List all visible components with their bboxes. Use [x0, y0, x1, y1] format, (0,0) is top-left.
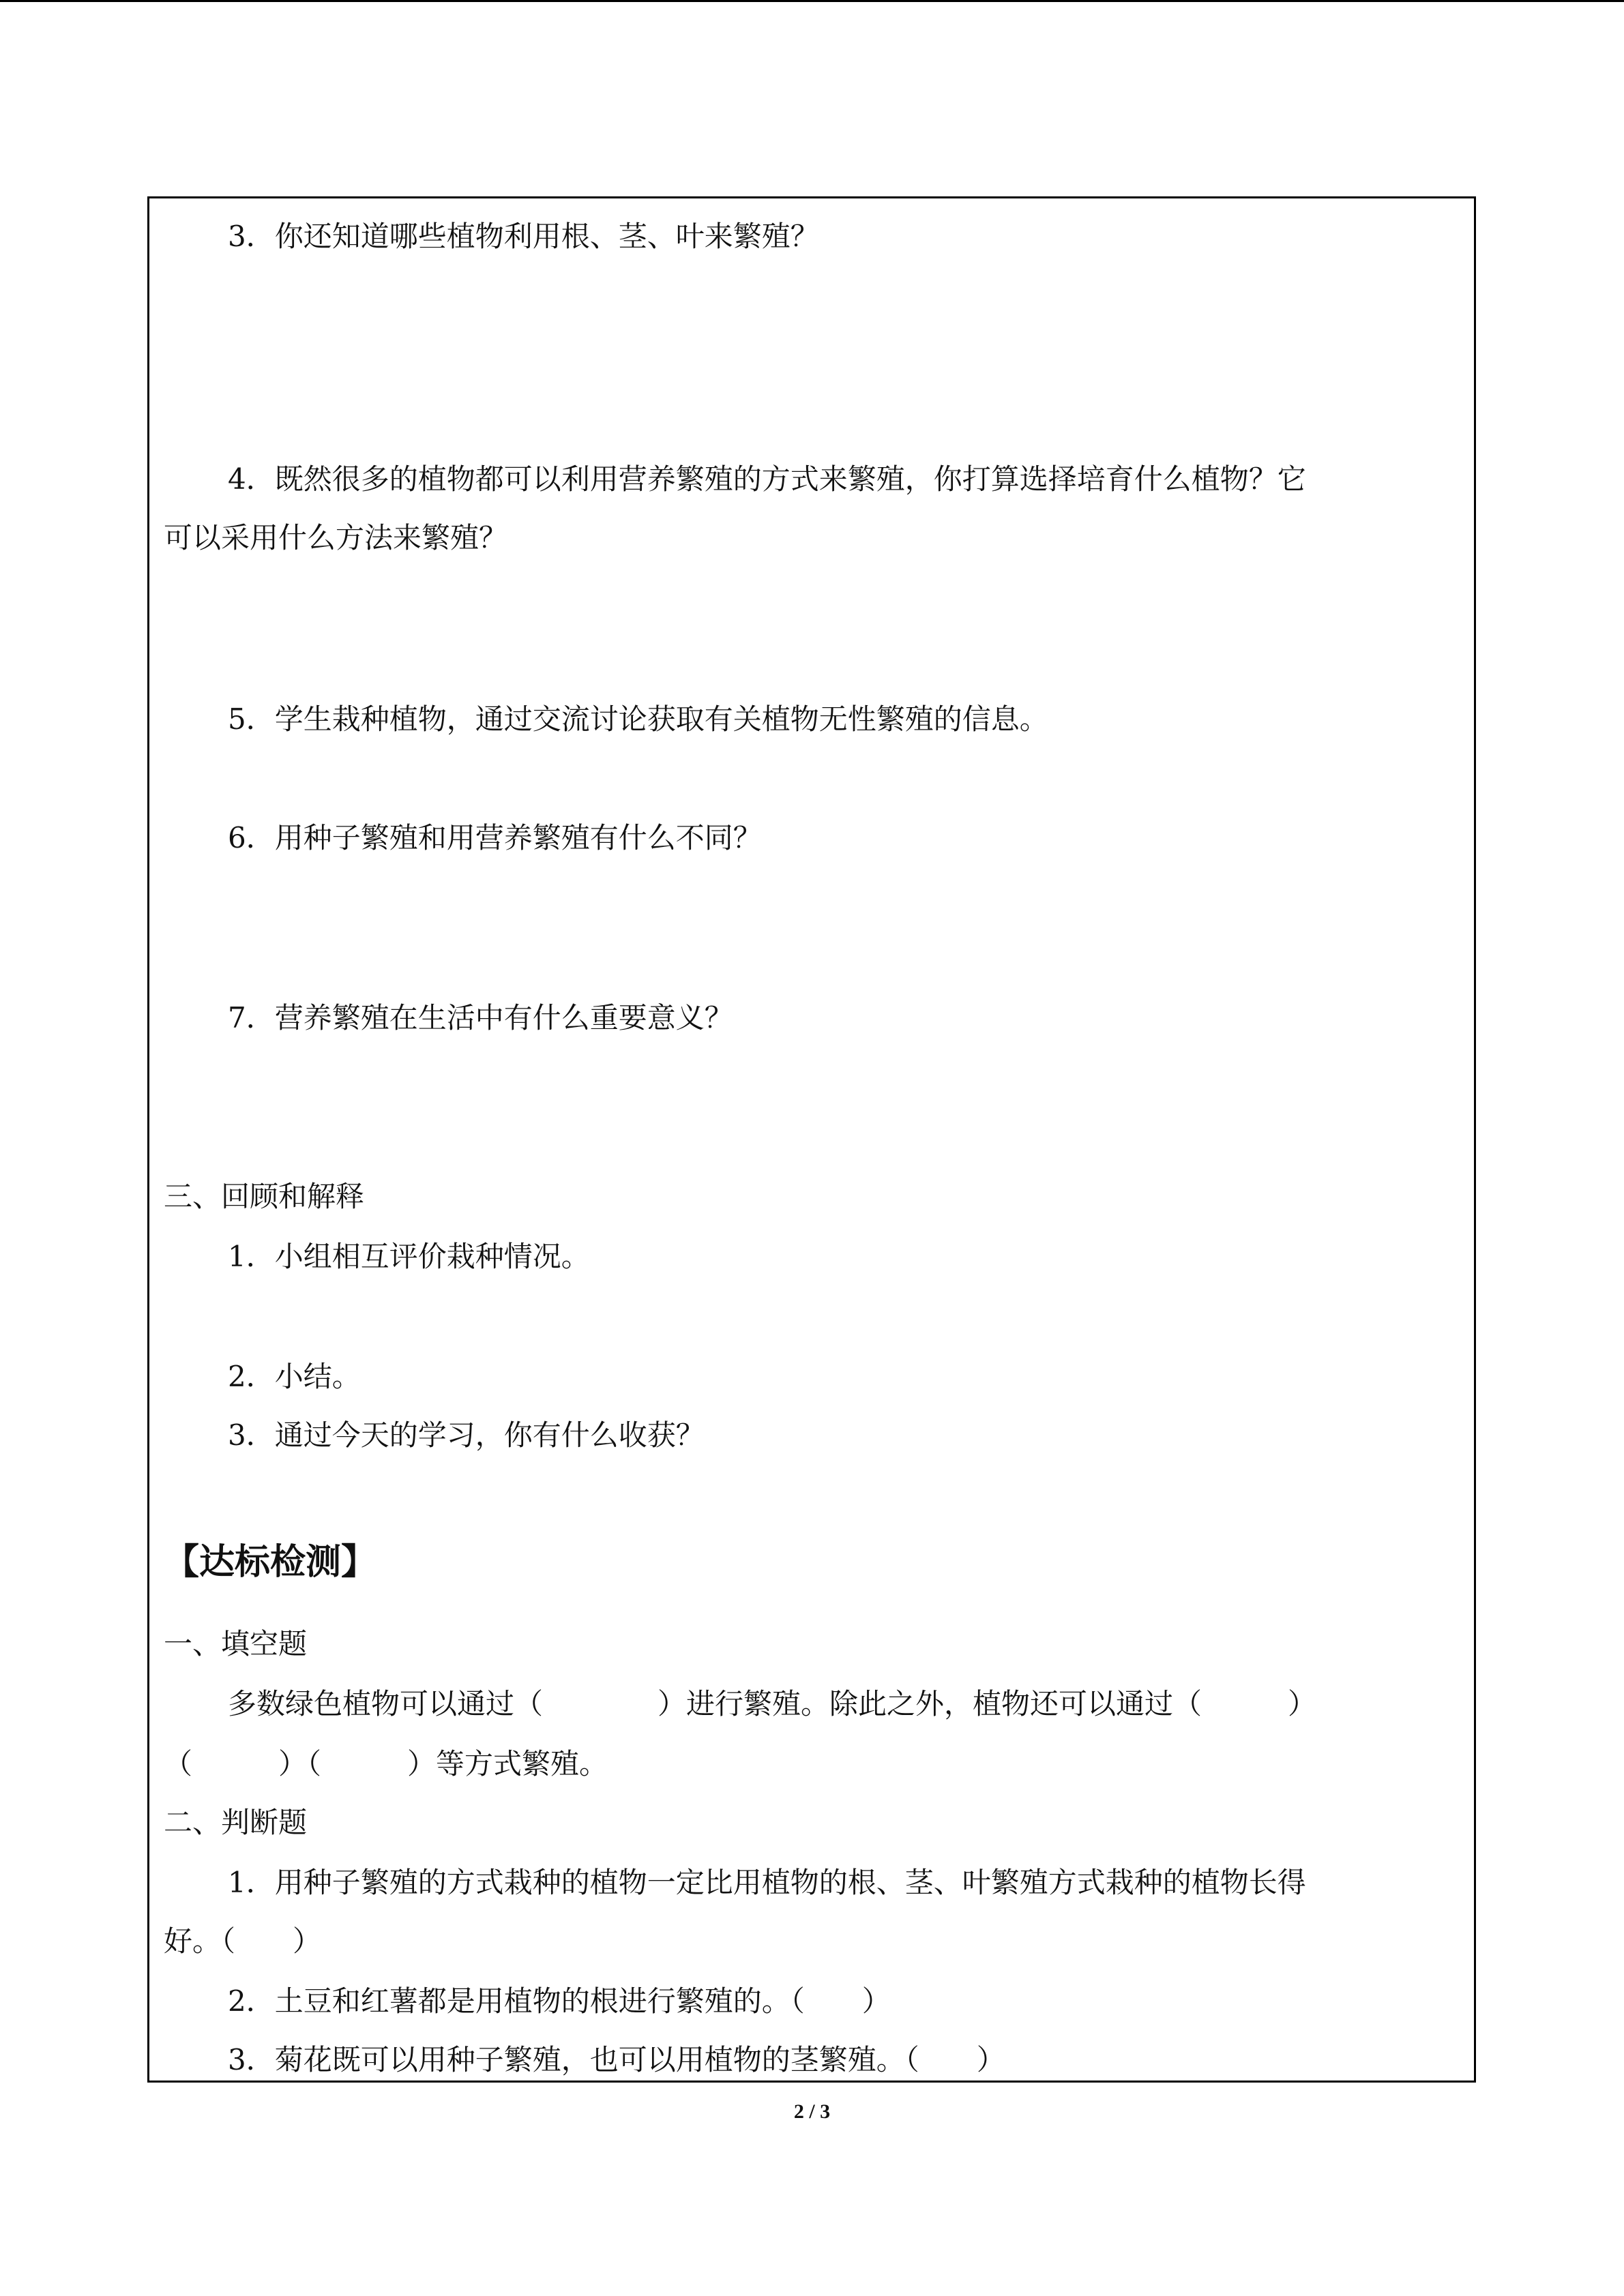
judge-item-3: 3．菊花既可以用种子繁殖，也可以用植物的茎繁殖。（ ）	[228, 2043, 1005, 2076]
review-item-3: 3．通过今天的学习，你有什么收获？	[228, 1418, 705, 1452]
page-number: 2 / 3	[793, 2100, 831, 2123]
question-3: 3．你还知道哪些植物利用根、茎、叶来繁殖？	[228, 220, 819, 253]
question-4-line-1: 4．既然很多的植物都可以利用营养繁殖的方式来繁殖，你打算选择培育什么植物？它	[228, 462, 1306, 496]
question-4-line-2: 可以采用什么方法来繁殖？	[164, 521, 508, 554]
test-heading: 【达标检测】	[164, 1542, 377, 1583]
judge-item-2: 2．土豆和红薯都是用植物的根进行繁殖的。（ ）	[228, 1984, 891, 2018]
judge-title: 二、判断题	[164, 1806, 308, 1839]
judge-item-1-line-1: 1．用种子繁殖的方式栽种的植物一定比用植物的根、茎、叶繁殖方式栽种的植物长得	[228, 1866, 1306, 1899]
review-section-title: 三、回顾和解释	[164, 1180, 365, 1213]
top-border-line	[0, 0, 1624, 2]
review-item-1: 1．小组相互评价栽种情况。	[228, 1240, 590, 1273]
fill-blank-title: 一、填空题	[164, 1627, 308, 1660]
review-item-2: 2．小结。	[228, 1360, 361, 1393]
question-7: 7．营养繁殖在生活中有什么重要意义？	[228, 1001, 733, 1034]
question-5: 5．学生栽种植物，通过交流讨论获取有关植物无性繁殖的信息。	[228, 702, 1048, 736]
question-6: 6．用种子繁殖和用营养繁殖有什么不同？	[228, 821, 762, 854]
fill-blank-line-1: 多数绿色植物可以通过（ ）进行繁殖。除此之外，植物还可以通过（ ）	[228, 1687, 1317, 1720]
judge-item-1-line-2: 好。（ ）	[164, 1924, 322, 1958]
fill-blank-line-2: （ ）（ ）等方式繁殖。	[164, 1747, 608, 1780]
